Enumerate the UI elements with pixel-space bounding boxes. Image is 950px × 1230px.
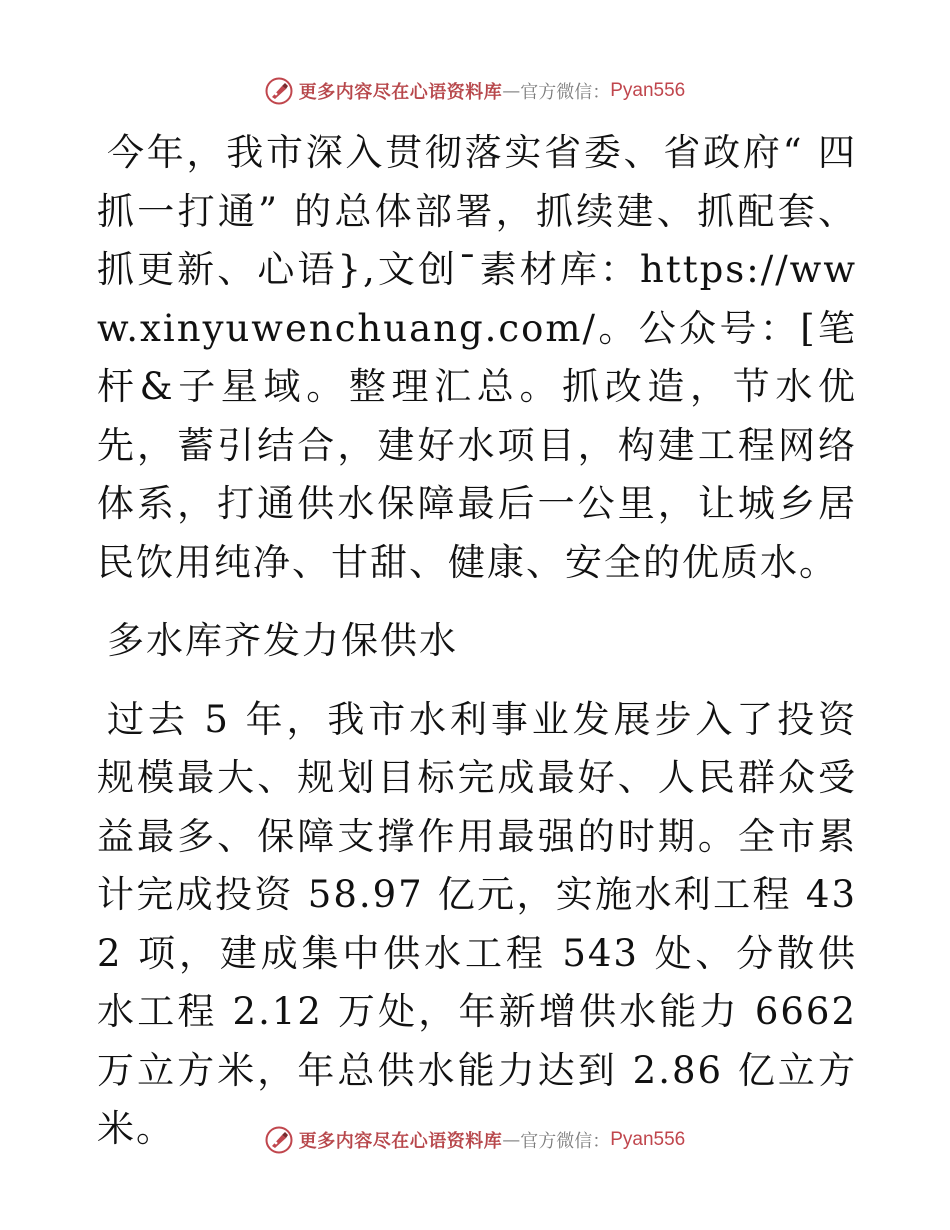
banner-wechat-label: 官方微信： <box>520 1131 611 1152</box>
section-heading: 多水库齐发力保供水 <box>107 619 458 662</box>
footer-banner <box>0 1123 950 1157</box>
banner-separator: — <box>502 1129 521 1151</box>
banner-wechat-id: Pyan556 <box>610 80 686 101</box>
banner-title: 更多内容尽在心语资料库 <box>298 82 503 103</box>
pen-nib-logo-icon <box>265 77 293 105</box>
paragraph-intro: 今年，我市深入贯彻落实省委、省政府“ 四抓一打通” 的总体部署，抓续建、抓配套、抓更新、心语},文创¯素材库：https://www.xinyuwenchuang.com/。公众号：[笔杆&子星域。整理汇总。抓改造，节水优先，蓄引结合，建好水项目，构建工程网络体系，打通供水保障最后一公里，让城乡居民饮用纯净、甘甜、健康、安全的优质水。 <box>97 131 857 584</box>
paragraph-investment: 过去 5 年，我市水利事业发展步入了投资规模最大、规划目标完成最好、人民群众受益最多、保障支撑作用最强的时期。全市累计完成投资 58.97 亿元，实施水利工程 432 项，建成集中供水工程 543 处、分散供水工程 2.12 万处，年新增供水能力 6662 万立方米，年总供水能力达到 2.86 亿立方米。 <box>97 697 857 1150</box>
banner-separator: — <box>502 80 521 102</box>
banner-wechat-label: 官方微信： <box>520 82 611 103</box>
pen-nib-logo-icon <box>265 1126 293 1154</box>
header-banner <box>0 74 950 108</box>
banner-wechat-id: Pyan556 <box>610 1129 686 1150</box>
banner-title: 更多内容尽在心语资料库 <box>298 1131 503 1152</box>
document-body <box>97 124 857 1159</box>
